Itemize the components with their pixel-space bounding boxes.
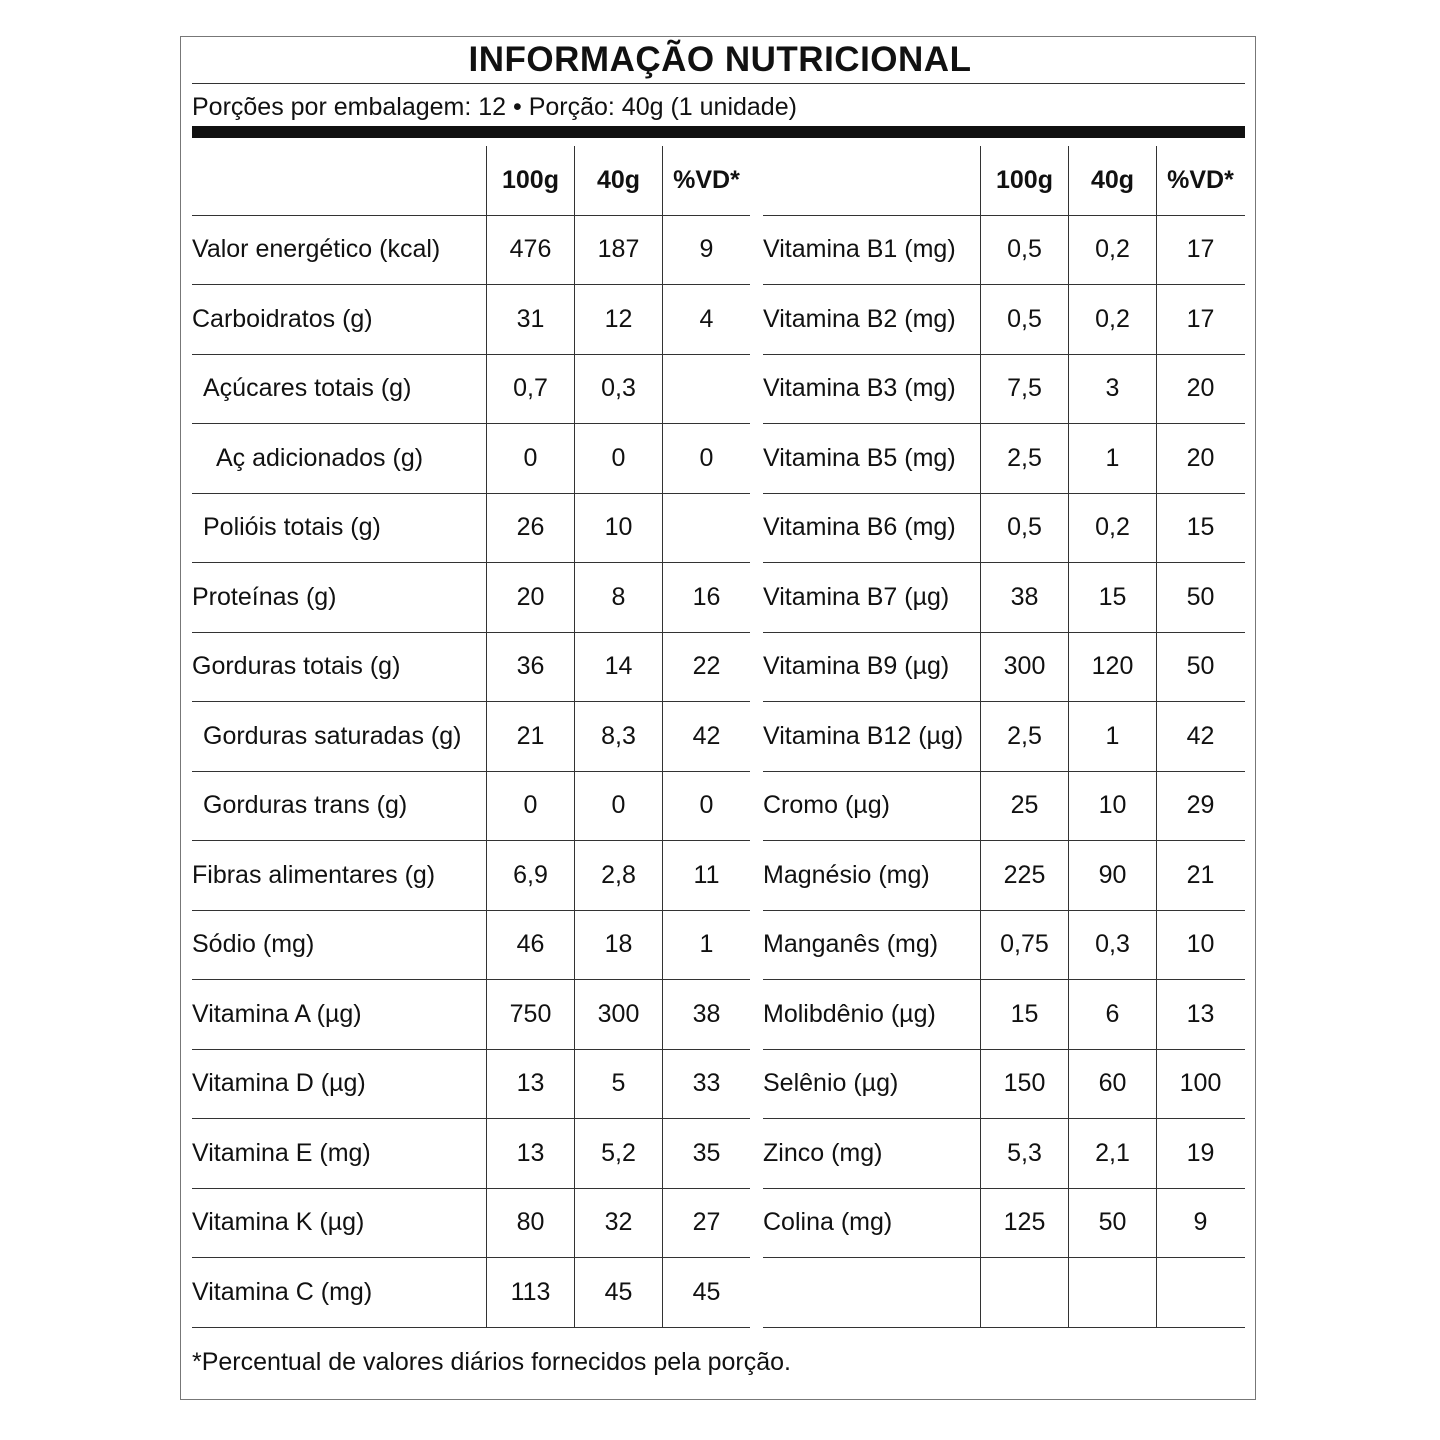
nutrient-label: Magnésio (mg) xyxy=(763,860,930,889)
value-vd xyxy=(662,494,750,563)
table-row xyxy=(763,285,1245,355)
value-vd xyxy=(1156,1258,1244,1327)
table-row xyxy=(192,355,750,425)
value-vd: 15 xyxy=(1156,494,1244,563)
nutrient-label: Vitamina B7 (µg) xyxy=(763,582,950,611)
value-40g: 90 xyxy=(1068,841,1156,910)
value-vd: 9 xyxy=(1156,1189,1244,1258)
table-row xyxy=(763,563,1245,633)
table-row xyxy=(763,1119,1245,1189)
value-vd: 1 xyxy=(662,911,750,980)
value-vd: 17 xyxy=(1156,216,1244,285)
table-row xyxy=(763,1189,1245,1259)
table-row xyxy=(763,980,1245,1050)
value-vd xyxy=(662,355,750,424)
table-row xyxy=(763,633,1245,703)
nutrient-label: Gorduras trans (g) xyxy=(203,791,408,820)
value-100g: 26 xyxy=(486,494,574,563)
value-100g: 750 xyxy=(486,980,574,1049)
nutrient-label: Vitamina B9 (µg) xyxy=(763,652,950,681)
value-vd: 38 xyxy=(662,980,750,1049)
thick-divider xyxy=(192,126,1245,138)
nutrient-label: Proteínas (g) xyxy=(192,582,337,611)
nutrient-label: Vitamina E (mg) xyxy=(192,1138,371,1167)
value-40g: 2,8 xyxy=(574,841,662,910)
nutrient-label: Sódio (mg) xyxy=(192,930,315,959)
value-vd: 11 xyxy=(662,841,750,910)
value-40g: 2,1 xyxy=(1068,1119,1156,1188)
header-label-cell xyxy=(192,146,486,215)
value-100g: 31 xyxy=(486,285,574,354)
table-row xyxy=(763,424,1245,494)
nutrient-label: Molibdênio (µg) xyxy=(763,999,936,1028)
value-100g: 150 xyxy=(980,1050,1068,1119)
table-row xyxy=(763,216,1245,286)
value-vd: 42 xyxy=(1156,702,1244,771)
table-row xyxy=(192,911,750,981)
table-header-row xyxy=(192,146,750,216)
value-vd: 20 xyxy=(1156,355,1244,424)
nutrient-label: Vitamina B6 (mg) xyxy=(763,513,956,542)
value-100g: 20 xyxy=(486,563,574,632)
nutrient-label: Vitamina B3 (mg) xyxy=(763,374,956,403)
table-row xyxy=(763,1258,1245,1328)
value-40g: 50 xyxy=(1068,1189,1156,1258)
value-100g: 0 xyxy=(486,424,574,493)
table-row xyxy=(192,980,750,1050)
value-40g: 0 xyxy=(574,424,662,493)
value-100g: 13 xyxy=(486,1119,574,1188)
header-vd: %VD* xyxy=(1156,146,1244,215)
nutrient-label: Vitamina K (µg) xyxy=(192,1208,365,1237)
nutrient-table-left xyxy=(192,146,750,1328)
value-vd: 9 xyxy=(662,216,750,285)
table-row xyxy=(192,494,750,564)
nutrient-label: Vitamina B12 (µg) xyxy=(763,721,964,750)
table-row xyxy=(192,216,750,286)
value-40g: 187 xyxy=(574,216,662,285)
value-40g: 60 xyxy=(1068,1050,1156,1119)
value-vd: 0 xyxy=(662,772,750,841)
value-40g: 14 xyxy=(574,633,662,702)
value-40g: 6 xyxy=(1068,980,1156,1049)
nutrient-label: Polióis totais (g) xyxy=(203,513,381,542)
value-40g: 8 xyxy=(574,563,662,632)
value-vd: 21 xyxy=(1156,841,1244,910)
table-row xyxy=(192,1050,750,1120)
nutrient-label: Vitamina B1 (mg) xyxy=(763,235,956,264)
nutrient-label: Manganês (mg) xyxy=(763,930,939,959)
value-100g: 0,5 xyxy=(980,285,1068,354)
value-100g: 2,5 xyxy=(980,702,1068,771)
servings-line: Porções por embalagem: 12 • Porção: 40g (1 unidade) xyxy=(192,93,797,121)
value-100g xyxy=(980,1258,1068,1327)
table-row xyxy=(763,494,1245,564)
value-40g: 10 xyxy=(574,494,662,563)
value-100g: 6,9 xyxy=(486,841,574,910)
value-100g: 36 xyxy=(486,633,574,702)
value-100g: 13 xyxy=(486,1050,574,1119)
header-100g: 100g xyxy=(980,146,1068,215)
nutrient-label: Gorduras saturadas (g) xyxy=(203,721,462,750)
table-row xyxy=(763,702,1245,772)
nutrient-label: Vitamina B2 (mg) xyxy=(763,304,956,333)
nutrient-label: Vitamina D (µg) xyxy=(192,1069,366,1098)
table-row xyxy=(763,911,1245,981)
value-vd: 45 xyxy=(662,1258,750,1327)
value-40g: 0 xyxy=(574,772,662,841)
value-40g: 10 xyxy=(1068,772,1156,841)
table-row xyxy=(763,1050,1245,1120)
value-40g: 0,2 xyxy=(1068,285,1156,354)
value-100g: 0,5 xyxy=(980,216,1068,285)
footnote: *Percentual de valores diários fornecidos pela porção. xyxy=(192,1348,791,1376)
value-40g: 18 xyxy=(574,911,662,980)
value-100g: 38 xyxy=(980,563,1068,632)
value-vd: 27 xyxy=(662,1189,750,1258)
title-divider xyxy=(192,83,1245,84)
value-vd: 50 xyxy=(1156,633,1244,702)
table-row xyxy=(192,1258,750,1328)
table-row xyxy=(192,702,750,772)
value-40g: 0,3 xyxy=(574,355,662,424)
value-40g xyxy=(1068,1258,1156,1327)
table-row xyxy=(192,772,750,842)
value-vd: 29 xyxy=(1156,772,1244,841)
nutrient-label: Vitamina A (µg) xyxy=(192,999,362,1028)
value-100g: 476 xyxy=(486,216,574,285)
value-100g: 0,75 xyxy=(980,911,1068,980)
nutrient-table-right xyxy=(763,146,1245,1328)
header-100g: 100g xyxy=(486,146,574,215)
value-100g: 113 xyxy=(486,1258,574,1327)
nutrient-label: Vitamina C (mg) xyxy=(192,1277,373,1306)
nutrient-label: Açúcares totais (g) xyxy=(203,374,412,403)
value-100g: 5,3 xyxy=(980,1119,1068,1188)
nutrient-label: Carboidratos (g) xyxy=(192,304,373,333)
nutrient-label xyxy=(763,1258,980,1327)
value-vd: 4 xyxy=(662,285,750,354)
nutrient-label: Valor energético (kcal) xyxy=(192,235,441,264)
value-100g: 46 xyxy=(486,911,574,980)
value-100g: 25 xyxy=(980,772,1068,841)
value-vd: 35 xyxy=(662,1119,750,1188)
value-100g: 15 xyxy=(980,980,1068,1049)
value-40g: 300 xyxy=(574,980,662,1049)
header-vd: %VD* xyxy=(662,146,750,215)
value-40g: 15 xyxy=(1068,563,1156,632)
value-40g: 5 xyxy=(574,1050,662,1119)
value-100g: 125 xyxy=(980,1189,1068,1258)
value-100g: 300 xyxy=(980,633,1068,702)
value-40g: 8,3 xyxy=(574,702,662,771)
nutrient-label: Selênio (µg) xyxy=(763,1069,899,1098)
table-row xyxy=(192,1119,750,1189)
value-vd: 10 xyxy=(1156,911,1244,980)
value-100g: 7,5 xyxy=(980,355,1068,424)
nutrient-label: Cromo (µg) xyxy=(763,791,890,820)
value-40g: 1 xyxy=(1068,702,1156,771)
value-vd: 22 xyxy=(662,633,750,702)
value-vd: 13 xyxy=(1156,980,1244,1049)
value-vd: 100 xyxy=(1156,1050,1244,1119)
header-label-cell xyxy=(763,146,980,215)
table-row xyxy=(192,424,750,494)
value-40g: 5,2 xyxy=(574,1119,662,1188)
value-40g: 0,2 xyxy=(1068,494,1156,563)
value-vd: 0 xyxy=(662,424,750,493)
value-40g: 12 xyxy=(574,285,662,354)
table-header-row xyxy=(763,146,1245,216)
header-40g: 40g xyxy=(574,146,662,215)
value-vd: 42 xyxy=(662,702,750,771)
value-40g: 120 xyxy=(1068,633,1156,702)
value-40g: 32 xyxy=(574,1189,662,1258)
value-40g: 3 xyxy=(1068,355,1156,424)
value-100g: 80 xyxy=(486,1189,574,1258)
value-vd: 16 xyxy=(662,563,750,632)
value-vd: 33 xyxy=(662,1050,750,1119)
page-title: INFORMAÇÃO NUTRICIONAL xyxy=(468,40,972,79)
value-40g: 0,2 xyxy=(1068,216,1156,285)
header-40g: 40g xyxy=(1068,146,1156,215)
table-row xyxy=(192,285,750,355)
value-vd: 19 xyxy=(1156,1119,1244,1188)
nutrient-label: Gorduras totais (g) xyxy=(192,652,401,681)
table-row xyxy=(763,355,1245,425)
nutrient-label: Fibras alimentares (g) xyxy=(192,860,436,889)
table-row xyxy=(192,1189,750,1259)
value-vd: 20 xyxy=(1156,424,1244,493)
nutrient-label: Vitamina B5 (mg) xyxy=(763,443,956,472)
table-row xyxy=(763,772,1245,842)
value-100g: 2,5 xyxy=(980,424,1068,493)
value-100g: 225 xyxy=(980,841,1068,910)
value-40g: 1 xyxy=(1068,424,1156,493)
value-100g: 0,5 xyxy=(980,494,1068,563)
nutrient-label: Zinco (mg) xyxy=(763,1138,883,1167)
value-100g: 21 xyxy=(486,702,574,771)
nutrient-label: Colina (mg) xyxy=(763,1208,893,1237)
value-100g: 0,7 xyxy=(486,355,574,424)
value-40g: 45 xyxy=(574,1258,662,1327)
table-row xyxy=(192,563,750,633)
value-40g: 0,3 xyxy=(1068,911,1156,980)
nutrient-label: Aç adicionados (g) xyxy=(216,443,424,472)
value-vd: 17 xyxy=(1156,285,1244,354)
table-row xyxy=(192,633,750,703)
value-100g: 0 xyxy=(486,772,574,841)
value-vd: 50 xyxy=(1156,563,1244,632)
table-row xyxy=(192,841,750,911)
table-row xyxy=(763,841,1245,911)
